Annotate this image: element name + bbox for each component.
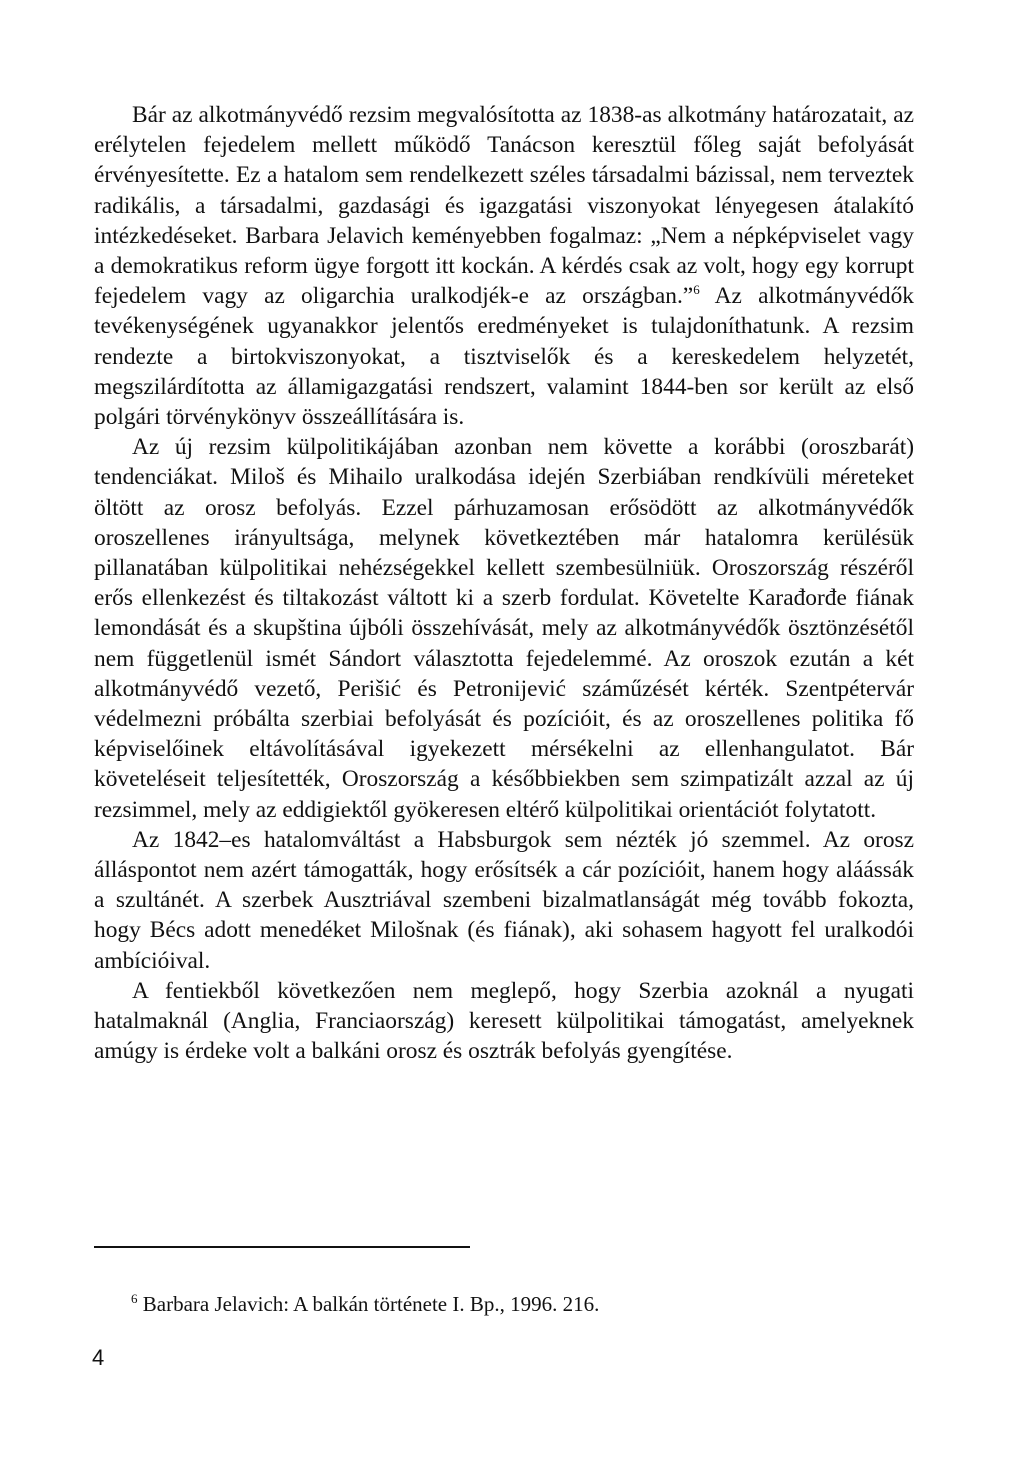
paragraph-1 — [94, 100, 914, 432]
paragraph-4: A fentiekből következően nem meglepő, hogy Szerbia azoknál a nyugati hatalmaknál (Anglia, Franciaország) keresett külpolitikai támogatást, amelyeknek amúgy is érdeke volt a balkáni orosz és osztrák befolyás gyengítése. — [94, 977, 914, 1065]
paragraph-1-text: Bár az alkotmányvédő rezsim megvalósította az 1838-as alkotmány határozatait, az erélytelen fejedelem mellett működő Tanácson keresztül főleg saját befolyását érvényesítette. Ez a hatalom sem rendelkezett széles társadalmi bázissal, nem terveztek radikális, a társadalmi, gazdasági és igazgatási viszonyokat lényegesen átalakító intézkedéseket. Barbara Jelavich keményebben fogalmaz: „Nem a népképviselet vagy a demokratikus reform ügye forgott itt kockán. A kérdés csak az volt, hogy egy korrupt fejedelem vagy az oligarchia uralkodjék-e az országban.” — [94, 102, 914, 310]
footnote-divider — [94, 1246, 470, 1248]
main-text — [94, 100, 914, 1067]
page-number: 4 — [92, 1345, 105, 1370]
footnote-reference: 6 — [693, 282, 700, 298]
footnote — [131, 1290, 831, 1318]
footnote-text: Barbara Jelavich: A balkán története I. Bp., 1996. 216. — [142, 1292, 600, 1316]
footnote-number: 6 — [131, 1291, 138, 1306]
paragraph-3: Az 1842–es hatalomváltást a Habsburgok sem nézték jó szemmel. Az orosz álláspontot nem azért támogatták, hogy erősítsék a cár pozícióit, hanem hogy aláássák a szultánét. A szerbek Ausztriával szembeni bizalmatlanságát még tovább fokozta, hogy Bécs adott menedéket Milošnak (és fiának), aki sohasem hagyott fel uralkodói ambícióival. — [94, 826, 914, 974]
paragraph-2: Az új rezsim külpolitikájában azonban nem követte a korábbi (oroszbarát) tendenciákat. Miloš és Mihailo uralkodása idején Szerbiában rendkívüli méreteket öltött az orosz befolyás. Ezzel párhuzamosan erősödött az alkotmányvédők oroszellenes irányultsága, melynek következtében már hatalomra kerülésük pillanatában külpolitikai nehézségekkel kellett szembesülniük. Oroszország részéről erős ellenkezést és tiltakozást váltott ki a szerb fordulat. Követelte Karađorđe fiának lemondását és a skupština újbóli összehívását, mely az alkotmányvédők ösztönzésétől nem függetlenül ismét Sándort választotta fejedelemmé. Az oroszok ezután a két alkotmányvédő vezető, Perišić és Petronijević száműzését kérték. Szentpétervár védelmezni próbálta szerbiai befolyását és pozícióit, és az oroszellenes politika fő képviselőinek eltávolításával igyekezett mérsékelni az ellenhangulatot. Bár követeléseit teljesítették, Oroszország a későbbiekben sem szimpatizált azzal az új rezsimmel, mely az eddigiektől gyökeresen eltérő külpolitikai orientációt folytatott. — [94, 434, 914, 823]
paragraph-1-continuation: Az alkotmányvédők tevékenységének ugyanakkor jelentős eredményeket is tulajdoníthatunk. A rezsim rendezte a birtokviszonyokat, a tisztviselők és a kereskedelem helyzetét, megszilárdította az államigazgatási rendszert, valamint 1844-ben sor került az első polgári törvénykönyv összeállítására is. — [94, 283, 914, 431]
